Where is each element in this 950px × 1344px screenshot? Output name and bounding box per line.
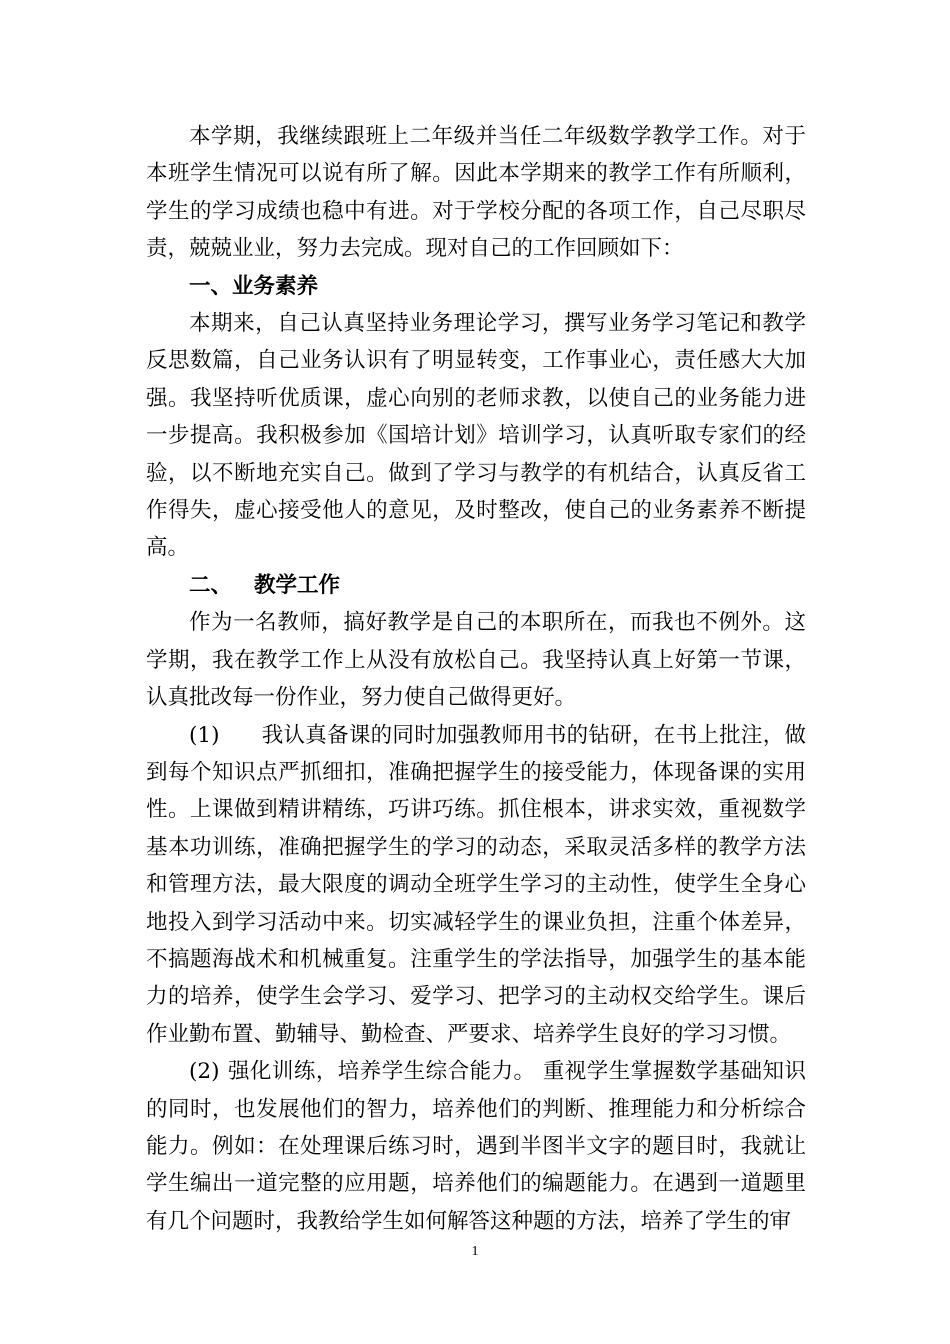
- intro-paragraph: 本学期，我继续跟班上二年级并当任二年级数学教学工作。对于本班学生情况可以说有所了解。因此本学期来的教学工作有所顺利，学生的学习成绩也稳中有进。对于学校分配的各项工作，自己尽职尽责，兢兢业业，努力去完成。现对自己的工作回顾如下：: [146, 124, 806, 262]
- page-number: 1: [471, 1244, 479, 1259]
- section-title: 教学工作: [254, 572, 341, 598]
- section-marker: 二、: [189, 572, 233, 598]
- section-marker: 一、: [189, 273, 233, 299]
- section-heading-2: [146, 567, 806, 604]
- list-marker: (2): [189, 1059, 220, 1085]
- list-item-text: 强化训练，培养学生综合能力。 重视学生掌握数学基础知识的同时，也发展他们的智力，培养他们的判断、推理能力和分析综合能力。例如：在处理课后练习时，遇到半图半文字的题目时，我就让学生编出一道完整的应用题，培养他们的编题能力。在遇到一道题里有几个问题时，我教给学生如何解答这种题的方法，培养了学生的审: [146, 1059, 806, 1234]
- list-item-text: 我认真备课的同时加强教师用书的钻研，在书上批注，做到每个知识点严抓细扣，准确把握学生的接受能力，体现备课的实用性。上课做到精讲精练，巧讲巧练。抓住根本，讲求实效，重视数学基本功训练，准确把握学生的学习的动态，采取灵活多样的教学方法和管理方法，最大限度的调动全班学生学习的主动性，使学生全身心地投入到学习活动中来。切实减轻学生的课业负担，注重个体差异，不搞题海战术和机械重复。注重学生的学法指导，加强学生的基本能力的培养，使学生会学习、爱学习、把学习的主动权交给学生。课后作业勤布置、勤辅导、勤检查、严要求、培养学生良好的学习习惯。: [146, 722, 806, 1047]
- section-title: 业务素养: [232, 273, 319, 299]
- document-body: [146, 118, 806, 1240]
- section-1-paragraph: 本期来，自己认真坚持业务理论学习，撰写业务学习笔记和教学反思数篇，自己业务认识有了明显转变，工作事业心，责任感大大加强。我坚持听优质课，虚心向别的老师求教，以使自己的业务能力进一步提高。我积极参加《国培计划》培训学习，认真听取专家们的经验，以不断地充实自己。做到了学习与教学的有机结合，认真反省工作得失，虚心接受他人的意见，及时整改，使自己的业务素养不断提高。: [146, 311, 806, 561]
- section-2-paragraph: 作为一名教师，搞好教学是自己的本职所在，而我也不例外。这学期，我在教学工作上从没有放松自己。我坚持认真上好第一节课，认真批改每一份作业，努力使自己做得更好。: [146, 610, 806, 711]
- list-marker: (1): [189, 722, 220, 748]
- section-heading-1: [146, 268, 806, 305]
- list-item-1: [146, 717, 806, 1054]
- list-item-2: [146, 1053, 806, 1240]
